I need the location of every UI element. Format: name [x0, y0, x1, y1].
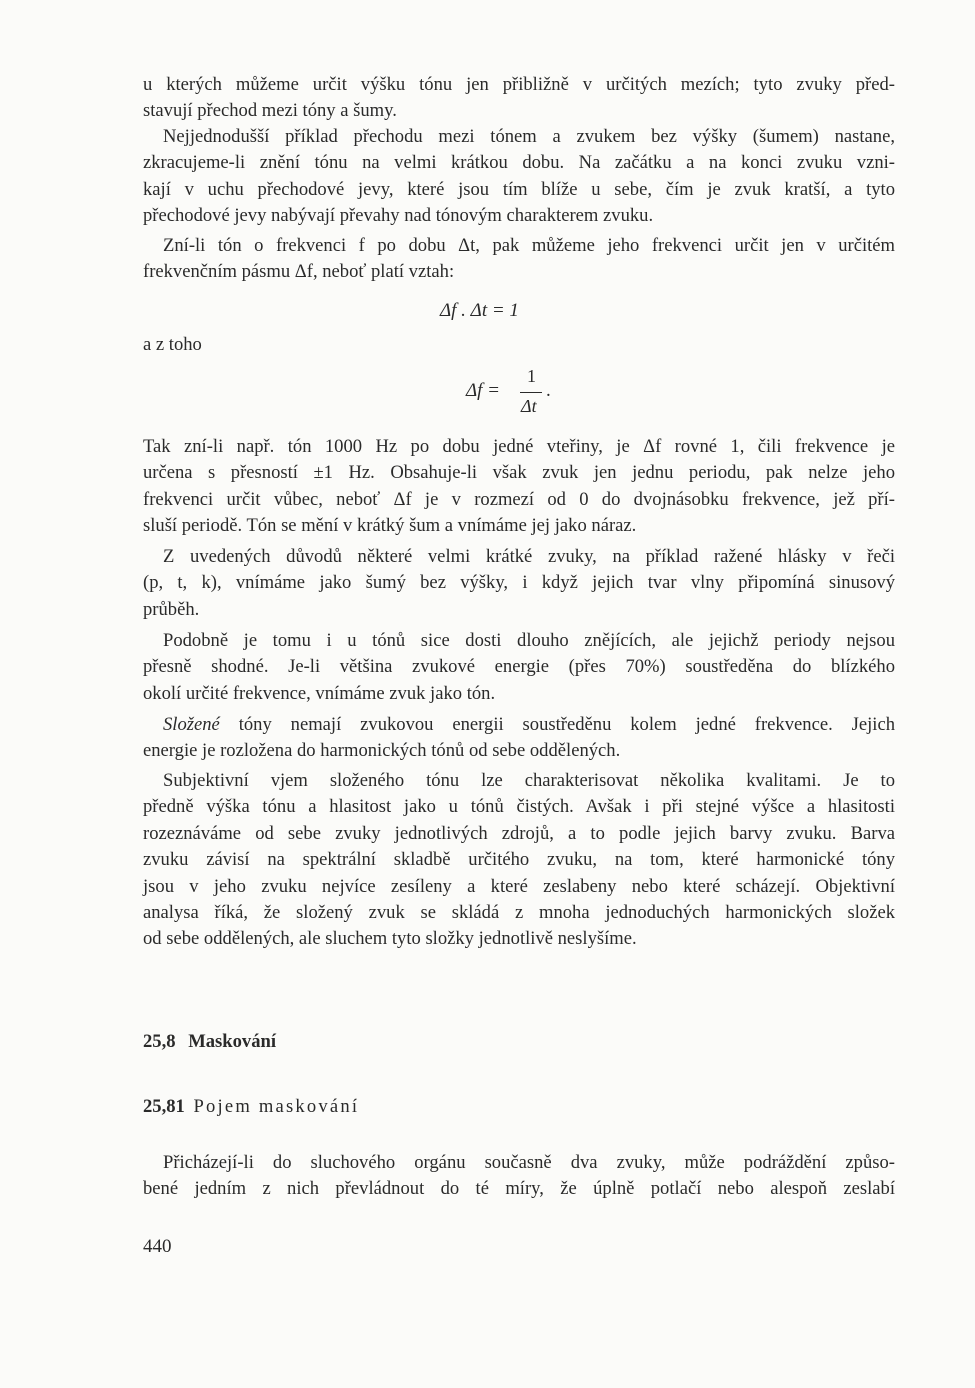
paragraph-1 — [143, 72, 895, 125]
section-number: 25,8 — [143, 1031, 176, 1052]
text-line: energie je rozložena do harmonických tónů od sebe oddělených. — [143, 740, 621, 762]
formula-product: Δf . Δt = 1 — [440, 300, 519, 321]
formula-denominator: Δt — [521, 396, 537, 416]
text-line — [143, 712, 895, 738]
fraction-bar — [520, 392, 542, 393]
text-line: bené jedním z nich převládnout do té míry, že úplně potlačí nebo alespoň zeslabí — [143, 1178, 895, 1200]
text-line: frekvenci určit vůbec, neboť Δf je v rozmezí od 0 do dvojnásobku frekvence, jež pří- — [143, 488, 895, 510]
label-a-z-toho: a z toho — [143, 334, 202, 355]
formula-lhs: Δf = — [466, 380, 501, 401]
paragraph-6 — [143, 628, 895, 707]
page-number: 440 — [143, 1236, 172, 1257]
text-line: přesně shodné. Je-li většina zvukové energie (přes 70%) soustředěna do blízkého — [143, 656, 895, 678]
text-line: Nejjednodušší příklad přechodu mezi tónem a zvukem bez výšky (šumem) nastane, — [163, 126, 895, 147]
text-span: tóny nemají zvukovou energii soustředěnu kolem jedné frekvence. Jejich — [219, 714, 895, 735]
text-line: od sebe oddělených, ale sluchem tyto složky jednotlivě neslyšíme. — [143, 928, 637, 950]
text-line: průběh. — [143, 598, 200, 620]
text-line: analysa říká, že složený zvuk se skládá z mnoha jednoduchých harmonických složek — [143, 902, 895, 924]
formula-period: . — [546, 380, 551, 401]
formula-fraction — [466, 368, 566, 428]
text-line: sluší periodě. Tón se mění v krátký šum a vnímáme jej jako náraz. — [143, 515, 637, 537]
subsection-heading — [143, 1096, 359, 1118]
text-line: určena s přesností ±1 Hz. Obsahuje-li však zvuk jen jednu periodu, pak nelze jeho — [143, 462, 895, 484]
paragraph-4 — [143, 434, 895, 540]
paragraph-9 — [143, 1150, 895, 1203]
text-line: Subjektivní vjem složeného tónu lze charakterisovat několika kvalitami. Je to — [163, 770, 895, 791]
text-line: u kterých můžeme určit výšku tónu jen přibližně v určitých mezích; tyto zvuky před- — [143, 74, 895, 95]
text-line: stavují přechod mezi tóny a šumy. — [143, 100, 397, 122]
text-line: frekvenčním pásmu Δf, neboť platí vztah: — [143, 261, 455, 283]
paragraph-2 — [143, 124, 895, 230]
section-heading — [143, 1031, 276, 1053]
formula-numerator: 1 — [527, 366, 536, 386]
text-line: Přicházejí-li do sluchového orgánu současně dva zvuky, může podráždění způso- — [163, 1152, 895, 1173]
subsection-number: 25,81 — [143, 1096, 185, 1117]
text-line: kají v uchu přechodové jevy, které jsou tím blíže u sebe, čím je zvuk kratší, a tyto — [143, 178, 895, 200]
text-line: rozeznáváme od sebe zvuky jednotlivých zdrojů, a to podle jejich barvy zvuku. Barva — [143, 822, 895, 844]
text-line: přechodové jevy nabývají převahy nad tónovým charakterem zvuku. — [143, 205, 654, 227]
subsection-title: Pojem maskování — [193, 1096, 360, 1117]
paragraph-8 — [143, 768, 895, 953]
text-line: Tak zní-li např. tón 1000 Hz po dobu jedné vteřiny, je Δf rovné 1, čili frekvence je — [143, 436, 895, 457]
text-line: Zní-li tón o frekvenci f po dobu Δt, pak můžeme jeho frekvenci určit jen v určitém — [163, 235, 895, 256]
text-line: zvuku závisí na spektrální skladbě určitého zvuku, na tom, které harmonické tóny — [143, 849, 895, 871]
paragraph-3 — [143, 233, 895, 286]
paragraph-5 — [143, 544, 895, 623]
text-line: jsou v jeho zvuku nejvíce zesíleny a které zeslabeny nebo které scházejí. Objektivní — [143, 875, 895, 897]
paragraph-7 — [143, 712, 895, 765]
text-line: Z uvedených důvodů některé velmi krátké zvuky, na příklad ražené hlásky v řeči — [163, 546, 895, 567]
emphasis-slozene: Složené — [163, 714, 220, 735]
section-title: Maskování — [188, 1031, 277, 1052]
text-line: (p, t, k), vnímáme jako šumý bez výšky, i když jejich tvar vlny připomíná sinusový — [143, 572, 895, 594]
text-line: zkracujeme-li znění tónu na velmi krátkou dobu. Na začátku a na konci zvuku vzni- — [143, 152, 895, 174]
text-line: okolí určité frekvence, vnímáme zvuk jako tón. — [143, 682, 496, 704]
text-line: Podobně je tomu i u tónů sice dosti dlouho znějících, ale jejichž periody nejsou — [163, 630, 895, 651]
text-line: předně výška tónu a hlasitost jako u tónů čistých. Avšak i při stejné výšce a hlasitosti — [143, 796, 895, 818]
